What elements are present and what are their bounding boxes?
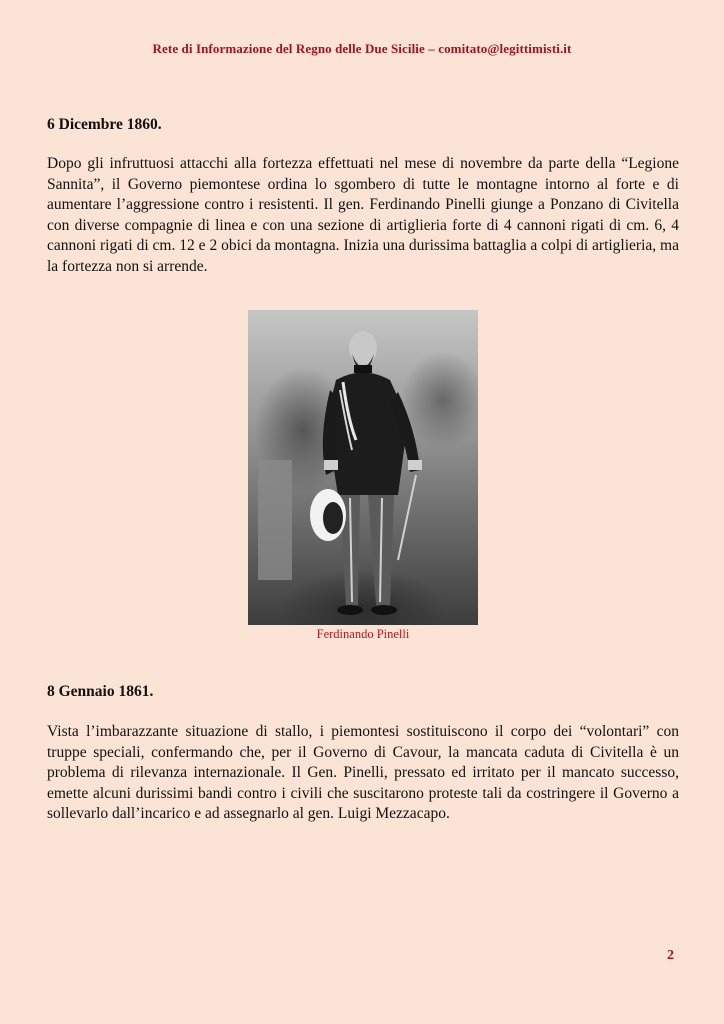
section-body-1861: Vista l’imbarazzante situazione di stallo, i piemontesi sostituiscono il corpo dei “volontari” con truppe speciali, confermando che, per il Governo di Cavour, la mancata caduta di Civitella è un problema di rilevanza internazionale. Il Gen. Pinelli, pressato ed irritato per il mancato successo, emette alcuni durissimi bandi contro i civili che suscitarono proteste tali da costringere il Governo a sollevarlo dall’incarico e ad assegnarlo al gen. Luigi Mezzacapo. [47,723,679,823]
photo-caption: Ferdinando Pinelli [316,627,410,641]
section-heading-1860: 6 Dicembre 1860. [47,116,162,133]
portrait-photo [248,310,478,625]
portrait-figure [248,310,478,625]
page-number: 2 [667,948,674,963]
section-body-1860: Dopo gli infruttuosi attacchi alla fortezza effettuati nel mese di novembre da parte della “Legione Sannita”, il Governo piemontese ordina lo sgombero di tutte le montagne intorno al forte e di aumentare l’aggressione contro i resistenti. Il gen. Ferdinando Pinelli giunge a Ponzano di Civitella con diverse compagnie di linea e con una sezione di artiglieria forte di 4 cannoni rigati di cm. 6, 4 cannoni rigati di cm. 12 e 2 obici da montagna. Inizia una durissima battaglia a colpi di artiglieria, ma la fortezza non si arrende. [47,155,679,275]
page-header: Rete di Informazione del Regno delle Due Sicilie – comitato@legittimisti.it [152,41,572,56]
section-heading-1861: 8 Gennaio 1861. [47,683,154,700]
